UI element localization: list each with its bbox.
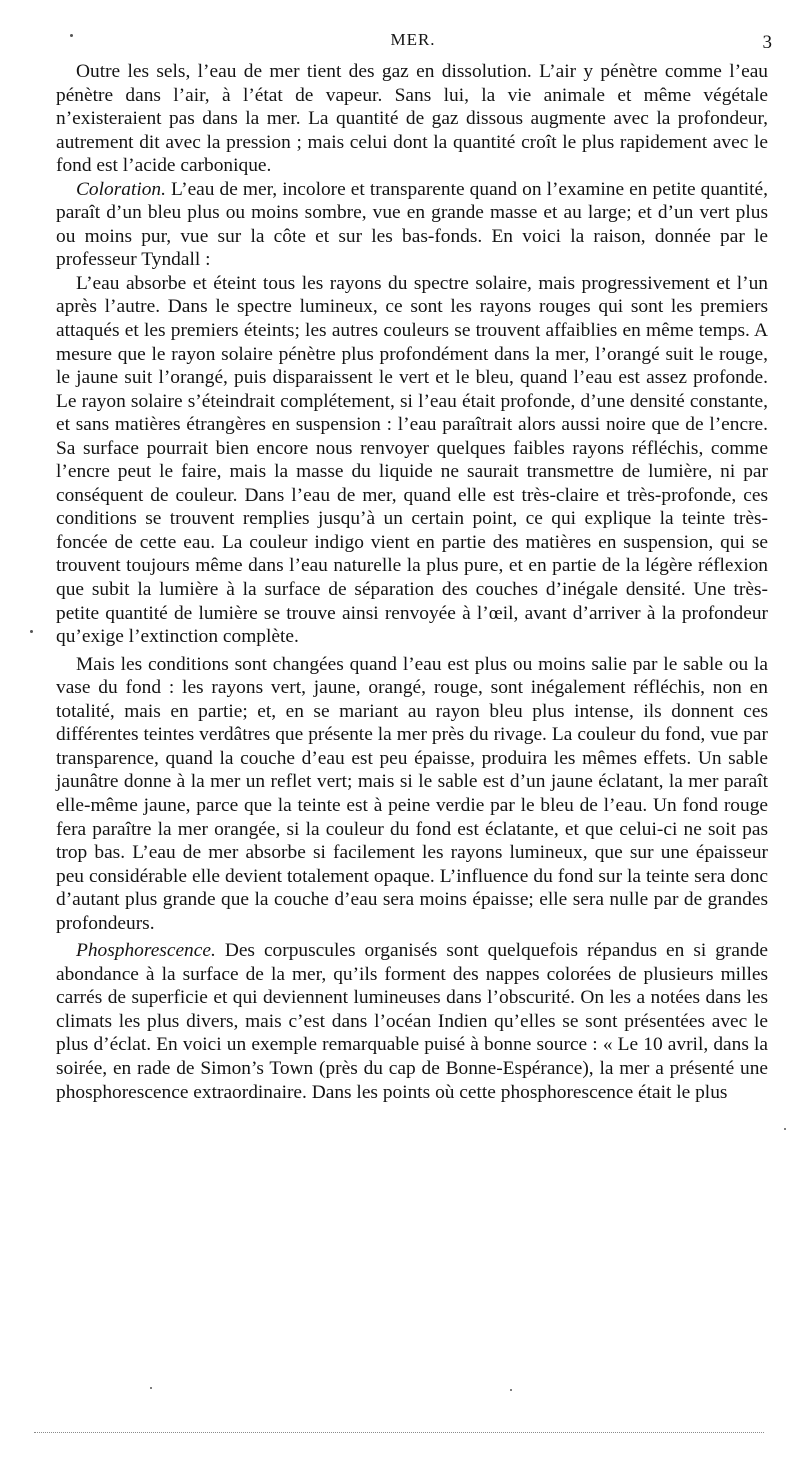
paragraph-coloration [56, 178, 768, 272]
page-number: 3 [762, 32, 772, 53]
coloration-text: L’eau de mer, incolore et transparente quand on l’examine en petite quantité, paraît d’un bleu plus ou moins sombre, vue en grande masse et au large; et d’un vert plus ou moins pur, vue sur la côte et sur les bas-fonds. En voici la raison, donnée par le professeur Tyndall : [56, 178, 768, 271]
phosphorescence-text: Des corpuscules organisés sont quelquefois répandus en si grande abondance à la surface de la mer, qu’ils forment des nappes colorées de plusieurs milles carrés de superficie et qui deviennent lumineuses dans l’obscurité. On les a notées dans les climats les plus divers, mais c’est dans l’océan Indien qu’elles se sont présentées avec le plus d’éclat. En voici un exemple remarquable puisé à bonne source : « Le 10 avril, dans la soirée, en rade de Simon’s Town (près du cap de Bonne-Espérance), la mer a présenté une phosphorescence extraordinaire. Dans les points où cette phosphorescence était le plus [56, 940, 768, 1103]
paragraph-dissolved-gases: Outre les sels, l’eau de mer tient des gaz en dissolution. L’air y pénètre comme l’eau pénètre dans l’air, à l’état de vapeur. Sans lui, la vie animale et même végétale n’existeraient pas dans la mer. La quantité de gaz dissous augmente avec la profondeur, autrement dit avec la pression ; mais celui dont la quantité croît le plus rapidement avec le fond est l’acide carbonique. [56, 61, 768, 177]
print-speck [150, 1387, 152, 1389]
body-text [56, 60, 768, 1104]
paragraph-sea-floor-influence: Mais les conditions sont changées quand l’eau est plus ou moins salie par le sable ou la vase du fond : les rayons vert, jaune, orangé, rouge, sont inégalement réfléchis, non en totalité, mais en partie; et, en se mariant au rayon bleu plus intense, ils donnent ces différentes teintes verdâtres que présente la mer près du rivage. La couleur du fond, vue par transparence, quand la couche d’eau est peu épaisse, produira les mêmes effets. Un sable jaunâtre donne à la mer un reflet vert; mais si le sable est d’un jaune éclatant, la mer paraît elle-même jaune, parce que la teinte est à peine verdie par le bleu de l’eau. Un fond rouge fera paraître la mer orangée, si la couleur du fond est éclatante, et que celui-ci ne soit pas trop bas. L’eau de mer absorbe si facilement les rayons lumineux, que sur une épaisseur peu considérable elle devient totalement opaque. L’influence du fond sur la teinte sera donc d’autant plus grande que la couche d’eau sera moins épaisse; elle sera nulle par de grandes profondeurs. [56, 653, 768, 934]
running-head [54, 30, 772, 54]
print-speck [30, 630, 33, 633]
paragraph-phosphorescence [56, 939, 768, 1104]
section-heading-phosphorescence: Phosphorescence. [76, 940, 216, 962]
bottom-dotted-rule [34, 1432, 764, 1433]
section-heading-coloration: Coloration. [76, 178, 166, 200]
print-speck [70, 34, 73, 37]
running-head-title: MER. [390, 30, 436, 49]
print-speck [784, 1128, 786, 1130]
paragraph-tyndall-explanation: L’eau absorbe et éteint tous les rayons du spectre solaire, mais progressivement et l’un après l’autre. Dans le spectre lumineux, ce sont les rayons rouges qui sont les premiers attaqués et les premiers éteints; les autres couleurs se trouvent affaiblies en même temps. A mesure que le rayon solaire pénètre plus profondément dans la mer, l’orangé suit le rouge, le jaune suit l’orangé, puis disparaissent le vert et le bleu, quand l’eau est assez profonde. Le rayon solaire s’éteindrait complétement, si l’eau était profonde, d’une densité constante, et sans matières étrangères en suspension : l’eau paraîtrait alors aussi noire que de l’encre. Sa surface pourrait bien encore nous renvoyer quelques faibles rayons réfléchis, comme l’encre peut le faire, mais la masse du liquide ne saurait transmettre de lumière, ni par conséquent de couleur. Dans l’eau de mer, quand elle est très-claire et très-profonde, ces conditions se trouvent remplies jusqu’à un certain point, ce qui explique la teinte très-foncée de cette eau. La couleur indigo vient en partie des matières en suspension, qui se trouvent toujours même dans l’eau naturelle la plus pure, et en partie de la légère réflexion que subit la lumière à la surface de séparation des couches d’inégale densité. Une très-petite quantité de lumière se trouve ainsi renvoyée à l’œil, avant d’arriver à la profondeur qu’exige l’extinction complète. [56, 272, 768, 648]
print-speck [510, 1389, 512, 1391]
